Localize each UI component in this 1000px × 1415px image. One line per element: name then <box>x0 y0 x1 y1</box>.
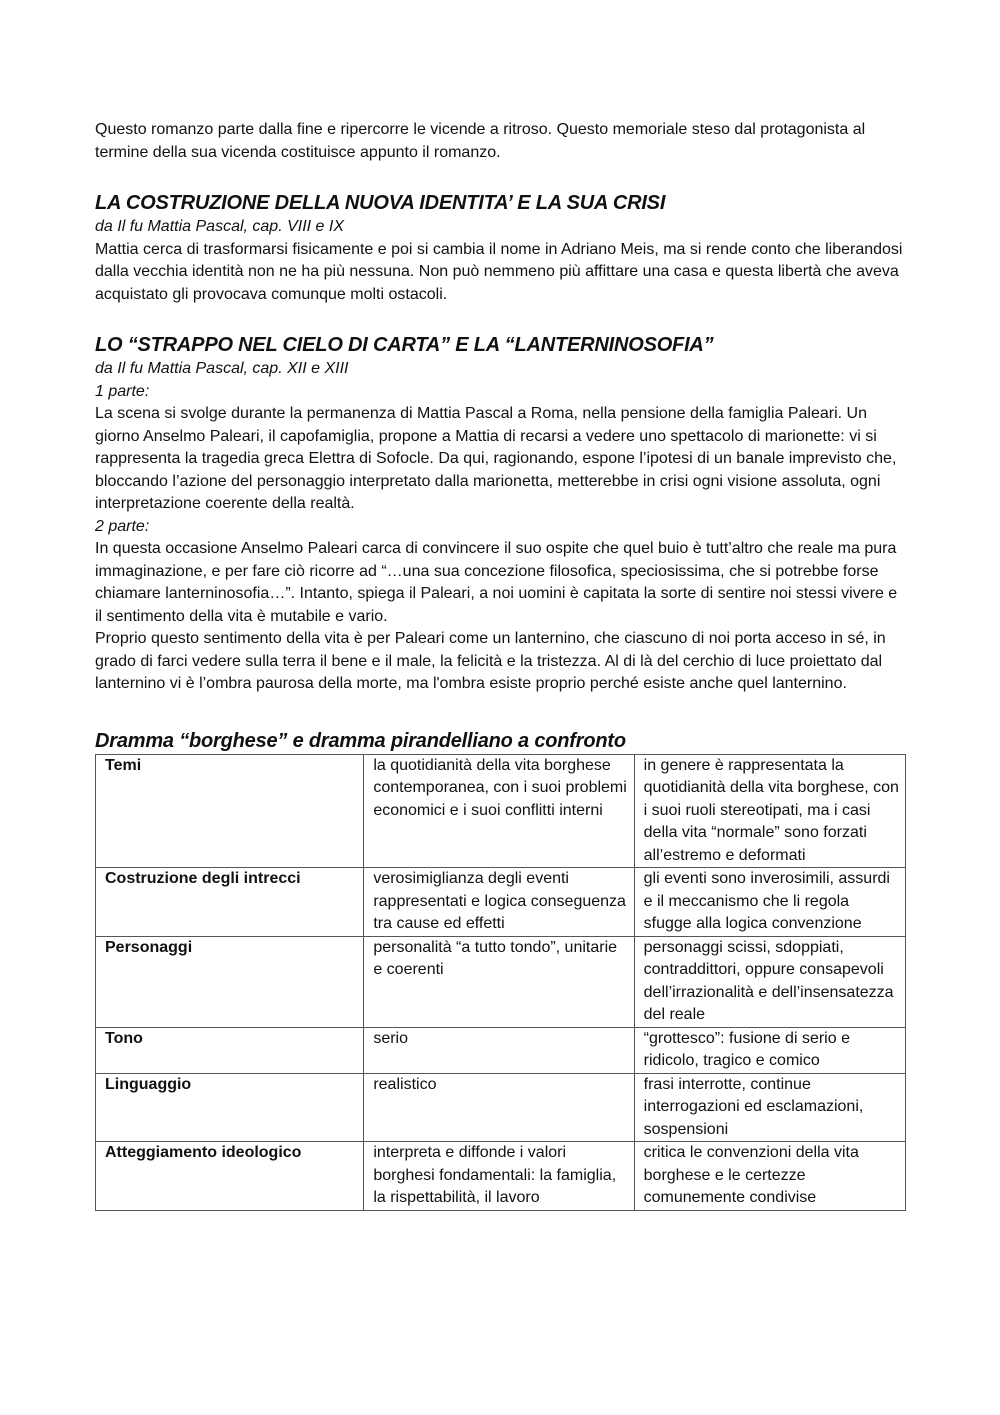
pirandello-cell: in genere è rappresentata la quotidianità della vita borghese, con i suoi ruoli stereotipati, ma i casi della vita “normale” sono forzati all’estremo e deformati <box>634 754 905 868</box>
pirandello-cell: frasi interrotte, continue interrogazioni ed esclamazioni, sospensioni <box>634 1073 905 1142</box>
section-body: Mattia cerca di trasformarsi fisicamente e poi si cambia il nome in Adriano Meis, ma si rende conto che liberandosi dalla vecchia identità non ne ha più nessuna. Non può nemmeno più affittare una casa e questa libertà che aveva acquistato gli provocava comunque molti ostacoli. <box>95 240 903 303</box>
comparison-table <box>95 754 906 1211</box>
part-2-body: In questa occasione Anselmo Paleari carca di convincere il suo ospite che quel buio è tutt’altro che reale ma pura immaginazione, e per fare ciò ricorre ad “…una sua concezione filosofica, speciosissima, che si potrebbe forse chiamare lanterninosofia…”. Intanto, spiega il Paleari, a noi uomini è capitata la sorte di sentire noi stessi vivere e il sentimento della vita è mutabile e vario. <box>95 540 898 625</box>
section-comparison <box>95 728 907 1211</box>
pirandello-cell: “grottesco”: fusione di serio e ridicolo, tragico e comico <box>634 1027 905 1073</box>
pirandello-cell: personaggi scissi, sdoppiati, contraddittori, oppure consapevoli dell’irrazionalità e dell’insensatezza del reale <box>634 936 905 1027</box>
pirandello-cell: critica le convenzioni della vita borghese e le certezze comunemente condivise <box>634 1142 905 1211</box>
bourgeois-cell: interpreta e diffonde i valori borghesi fondamentali: la famiglia, la rispettabilità, il lavoro <box>364 1142 634 1211</box>
part-1-body: La scena si svolge durante la permanenza di Mattia Pascal a Roma, nella pensione della famiglia Paleari. Un giorno Anselmo Paleari, il capofamiglia, propone a Mattia di recarsi a vedere uno spettacolo di marionette: vi si rappresenta la tragedia greca Elettra di Sofocle. Da qui, ragionando, espone l’ipotesi di un banale imprevisto che, bloccando l’azione del personaggio interpretato dalla marionetta, metterebbe in crisi ogni visione assoluta, ogni interpretazione coerente della realtà. <box>95 405 897 512</box>
table-row <box>96 1073 906 1142</box>
section-source: da Il fu Mattia Pascal, cap. VIII e IX <box>95 218 345 235</box>
table-row <box>96 754 906 868</box>
section-lanterninosofia <box>95 332 907 696</box>
section-title: Dramma “borghese” e dramma pirandelliano a confronto <box>95 729 626 752</box>
section-source: da Il fu Mattia Pascal, cap. XII e XIII <box>95 360 349 377</box>
table-row <box>96 868 906 937</box>
row-label: Costruzione degli intrecci <box>96 868 364 937</box>
bourgeois-cell: personalità “a tutto tondo”, unitarie e coerenti <box>364 936 634 1027</box>
pirandello-cell: gli eventi sono inverosimili, assurdi e il meccanismo che li regola sfugge alla logica convenzione <box>634 868 905 937</box>
part-2-body-continued: Proprio questo sentimento della vita è per Paleari come un lanternino, che ciascuno di noi porta acceso in sé, in grado di farci vedere sulla terra il bene e il male, la felicità e la tristezza. Al di là del cerchio di luce proiettato dal lanternino vi è l’ombra paurosa della morte, ma l'ombra esiste proprio perché esiste anche quel lanternino. <box>95 630 886 692</box>
section-title: LA COSTRUZIONE DELLA NUOVA IDENTITA’ E LA SUA CRISI <box>95 192 666 214</box>
part-1-label: 1 parte: <box>95 382 150 400</box>
bourgeois-cell: la quotidianità della vita borghese contemporanea, con i suoi problemi economici e i suoi conflitti interni <box>364 754 634 868</box>
row-label: Atteggiamento ideologico <box>96 1142 364 1211</box>
row-label: Tono <box>96 1027 364 1073</box>
bourgeois-cell: verosimiglianza degli eventi rappresentati e logica conseguenza tra cause ed effetti <box>364 868 634 937</box>
bourgeois-cell: serio <box>364 1027 634 1073</box>
part-2-label: 2 parte: <box>95 517 150 535</box>
section-identity-crisis <box>95 190 907 306</box>
bourgeois-cell: realistico <box>364 1073 634 1142</box>
document-page <box>95 119 907 1211</box>
table-row <box>96 1027 906 1073</box>
section-title: LO “STRAPPO NEL CIELO DI CARTA” E LA “LANTERNINOSOFIA” <box>95 334 714 356</box>
table-row <box>96 1142 906 1211</box>
row-label: Linguaggio <box>96 1073 364 1142</box>
table-row <box>96 936 906 1027</box>
row-label: Personaggi <box>96 936 364 1027</box>
row-label: Temi <box>96 754 364 868</box>
intro-paragraph: Questo romanzo parte dalla fine e ripercorre le vicende a ritroso. Questo memoriale steso dal protagonista al termine della sua vicenda costituisce appunto il romanzo. <box>95 121 866 161</box>
